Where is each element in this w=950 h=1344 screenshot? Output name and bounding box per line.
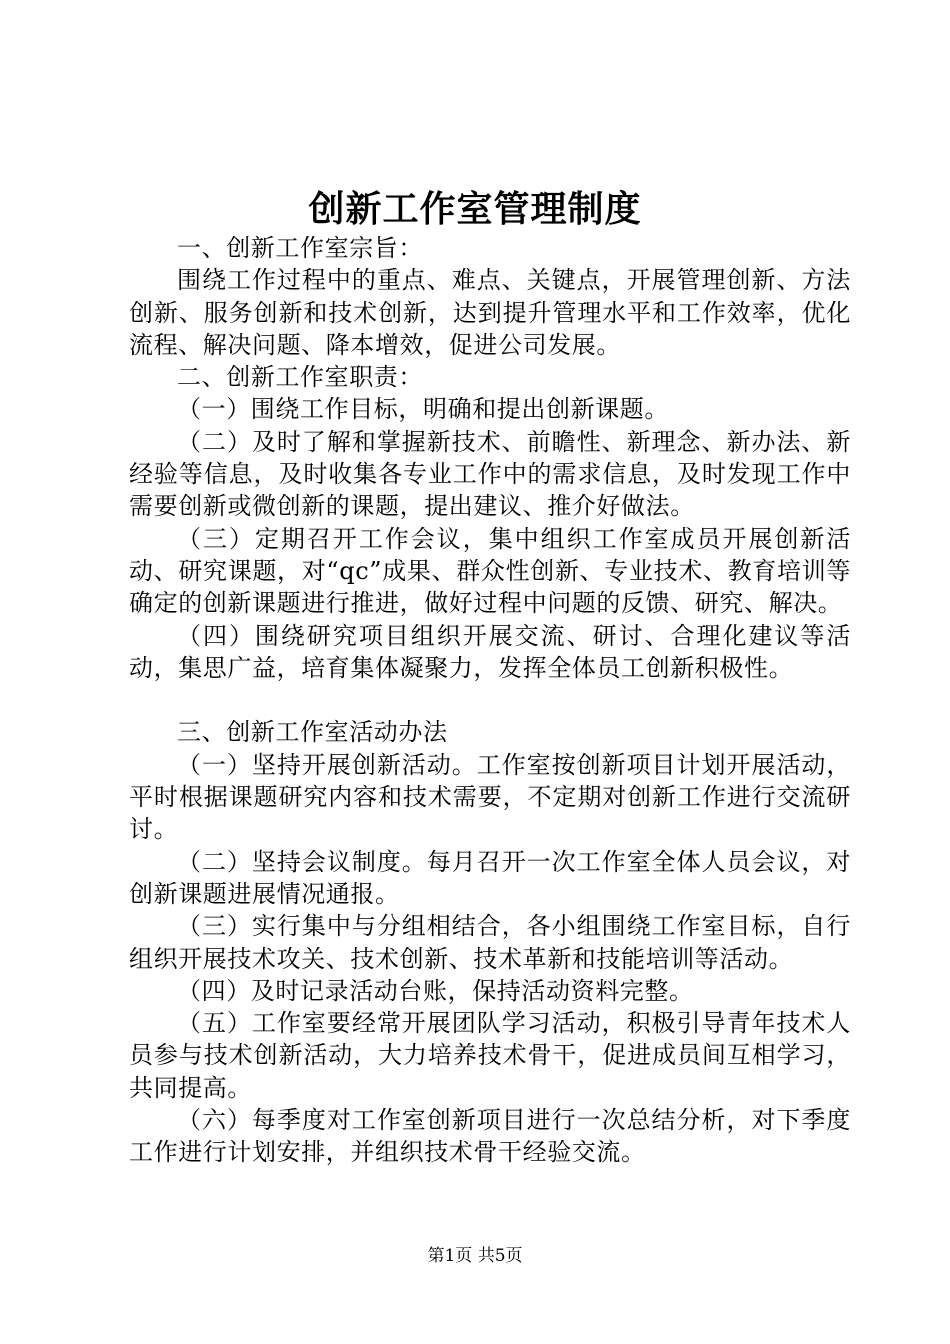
section-heading-duties: 二、创新工作室职责： [177,363,423,392]
section-heading-purpose: 一、创新工作室宗旨： [177,234,423,262]
paragraph-activity-4: （四）及时记录活动台账，保持活动资料完整。 [177,976,694,1005]
paragraph-duty-1: （一）围绕工作目标，明确和提出创新课题。 [177,395,669,424]
paragraph-activity-2: （二）坚持会议制度。每月召开一次工作室全体人员会议，对创新课题进展情况通报。 [129,847,851,908]
paragraph-activity-1: （一）坚持开展创新活动。工作室按创新项目计划开展活动，平时根据课题研究内容和技术需要，不定期对创新工作进行交流研讨。 [129,750,851,844]
paragraph-activity-5: （五）工作室要经常开展团队学习活动，积极引导青年技术人员参与技术创新活动，大力培养技术骨干，促进成员间互相学习，共同提高。 [129,1009,851,1102]
paragraph-duty-3: （三）定期召开工作会议，集中组织工作室成员开展创新活动、研究课题，对“qc”成果、群众性创新、专业技术、教育培训等确定的创新课题进行推进，做好过程中问题的反馈、研究、解决。 [129,524,851,618]
section-heading-activities: 三、创新工作室活动办法 [177,718,448,747]
document-title: 创新工作室管理制度 [308,188,642,230]
paragraph-duty-4: （四）围绕研究项目组织开展交流、研讨、合理化建议等活动，集思广益，培育集体凝聚力，发挥全体员工创新积极性。 [129,621,851,682]
paragraph-duty-2: （二）及时了解和掌握新技术、前瞻性、新理念、新办法、新经验等信息，及时收集各专业工作中的需求信息，及时发现工作中需要创新或微创新的课题，提出建议、推介好做法。 [129,427,851,521]
page-number-footer: 第1页 共5页 [427,1246,523,1266]
document-body [129,232,851,1169]
blank-line [129,684,851,716]
paragraph-activity-6: （六）每季度对工作室创新项目进行一次总结分析，对下季度工作进行计划安排，并组织技术骨干经验交流。 [129,1106,851,1167]
paragraph-activity-3: （三）实行集中与分组相结合，各小组围绕工作室目标，自行组织开展技术攻关、技术创新、技术革新和技能培训等活动。 [129,912,851,973]
paragraph-purpose: 围绕工作过程中的重点、难点、关键点，开展管理创新、方法创新、服务创新和技术创新，达到提升管理水平和工作效率，优化流程、解决问题、降本增效，促进公司发展。 [129,266,851,359]
